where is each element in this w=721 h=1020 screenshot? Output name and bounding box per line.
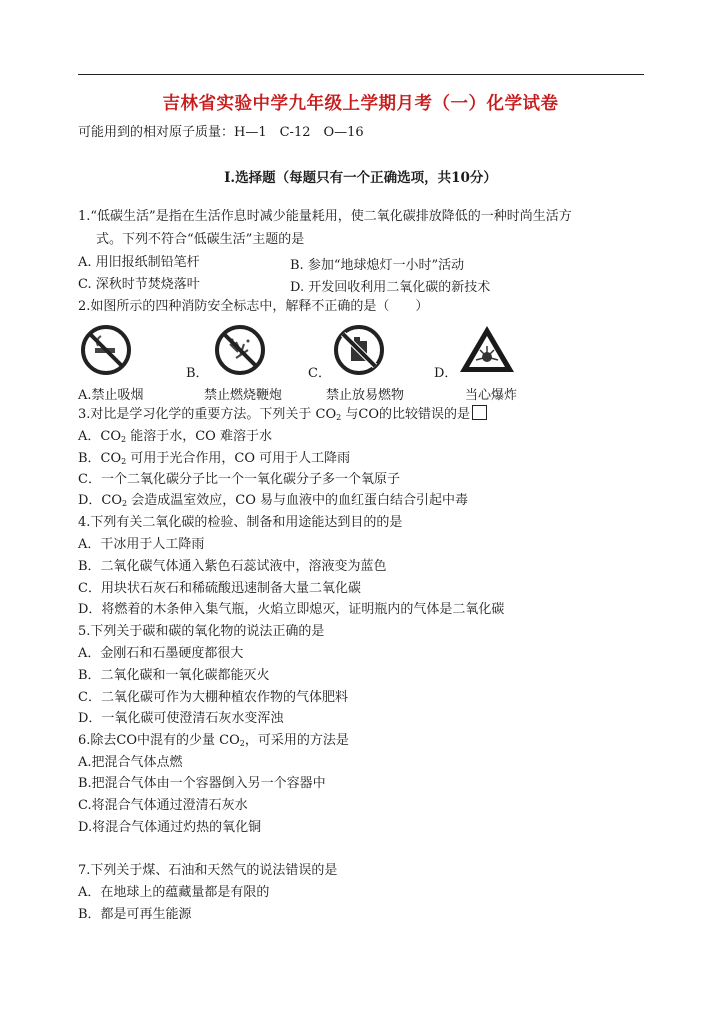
q6-option-b: B.把混合气体由一个容器倒入另一个容器中 <box>78 776 326 791</box>
q1-option-c: C. 深秋时节焚烧落叶 <box>78 277 200 292</box>
q5-stem: 5.下列关于碳和碳的氧化物的说法正确的是 <box>78 624 325 639</box>
no-flammable-icon <box>333 324 385 380</box>
q1-option-d: D. 开发回收利用二氧化碳的新技术 <box>290 280 491 295</box>
q5-option-b: B．二氧化碳和一氧化碳都能灭火 <box>78 668 270 683</box>
q2-label-b: B． <box>186 366 209 381</box>
q3-option-a: A．$CO_2$ 能溶于水，CO 难溶于水 <box>78 429 272 444</box>
q5-option-a: A．金刚石和石墨硬度都很大 <box>78 646 244 661</box>
q2-stem: 2.如图所示的四种消防安全标志中，解释不正确的是（ ） <box>78 299 429 314</box>
q2-label-d: D． <box>434 366 458 381</box>
explosive-warning-icon <box>458 324 516 378</box>
q4-option-a: A．干冰用于人工降雨 <box>78 537 205 552</box>
q2-caption-d: 当心爆炸 <box>465 388 518 403</box>
q1-stem-cont: 式。下列不符合“低碳生活”主题的是 <box>96 232 305 247</box>
q6-stem: 6.除去CO中混有的少量 $CO_2$，可采用的方法是 <box>78 733 349 748</box>
q2-caption-b: 禁止燃烧鞭炮 <box>204 388 283 403</box>
q6-option-d: D.将混合气体通过灼热的氧化铜 <box>78 820 262 835</box>
q1-option-a: A. 用旧报纸制铅笔杆 <box>78 255 200 270</box>
no-fireworks-icon <box>214 324 266 380</box>
q4-option-b: B．二氧化碳气体通入紫色石蕊试液中，溶液变为蓝色 <box>78 559 387 574</box>
q7-stem: 7.下列关于煤、石油和天然气的说法错误的是 <box>78 863 338 878</box>
page-title: 吉林省实验中学九年级上学期月考（一）化学试卷 <box>162 94 559 114</box>
q5-option-d: D．一氧化碳可使澄清石灰水变浑浊 <box>78 711 284 726</box>
answer-box <box>472 405 487 420</box>
q6-option-a: A.把混合气体点燃 <box>78 755 183 770</box>
q2-caption-c: 禁止放易燃物 <box>326 388 405 403</box>
atomic-mass-line: 可能用到的相对原子质量：H—1 C-12 O—16 <box>78 125 364 140</box>
q1-stem: 1.“低碳生活”是指在生活作息时减少能量耗用，使二氧化碳排放降低的一种时尚生活方 <box>78 209 572 224</box>
header-rule <box>78 74 644 75</box>
q3-option-d: D．$CO_2$ 会造成温室效应，CO 易与血液中的血红蛋白结合引起中毒 <box>78 493 468 508</box>
q3-stem: 3.对比是学习化学的重要方法。下列关于 $CO_2$ 与CO的比较错误的是 <box>78 405 487 427</box>
q2-label-c: C． <box>308 366 331 381</box>
q3-option-b: B．$CO_2$ 可用于光合作用，CO 可用于人工降雨 <box>78 451 351 466</box>
q1-option-b: B. 参加“地球熄灯一小时”活动 <box>290 258 465 273</box>
q4-option-d: D．将燃着的木条伸入集气瓶，火焰立即熄灭，证明瓶内的气体是二氧化碳 <box>78 602 505 617</box>
section-heading: I.选择题（每题只有一个正确选项，共10分） <box>224 170 497 186</box>
q4-option-c: C．用块状石灰石和稀硫酸迅速制备大量二氧化碳 <box>78 581 361 596</box>
q7-option-a: A．在地球上的蕴藏量都是有限的 <box>78 885 270 900</box>
no-smoking-icon <box>80 324 132 380</box>
q6-option-c: C.将混合气体通过澄清石灰水 <box>78 798 248 813</box>
q4-stem: 4.下列有关二氧化碳的检验、制备和用途能达到目的的是 <box>78 515 403 530</box>
q2-caption-a: A.禁止吸烟 <box>78 388 144 403</box>
q5-option-c: C．二氧化碳可作为大棚种植农作物的气体肥料 <box>78 690 348 705</box>
q3-option-c: C．一个二氧化碳分子比一个一氧化碳分子多一个氧原子 <box>78 472 400 487</box>
q7-option-b: B．都是可再生能源 <box>78 907 192 922</box>
